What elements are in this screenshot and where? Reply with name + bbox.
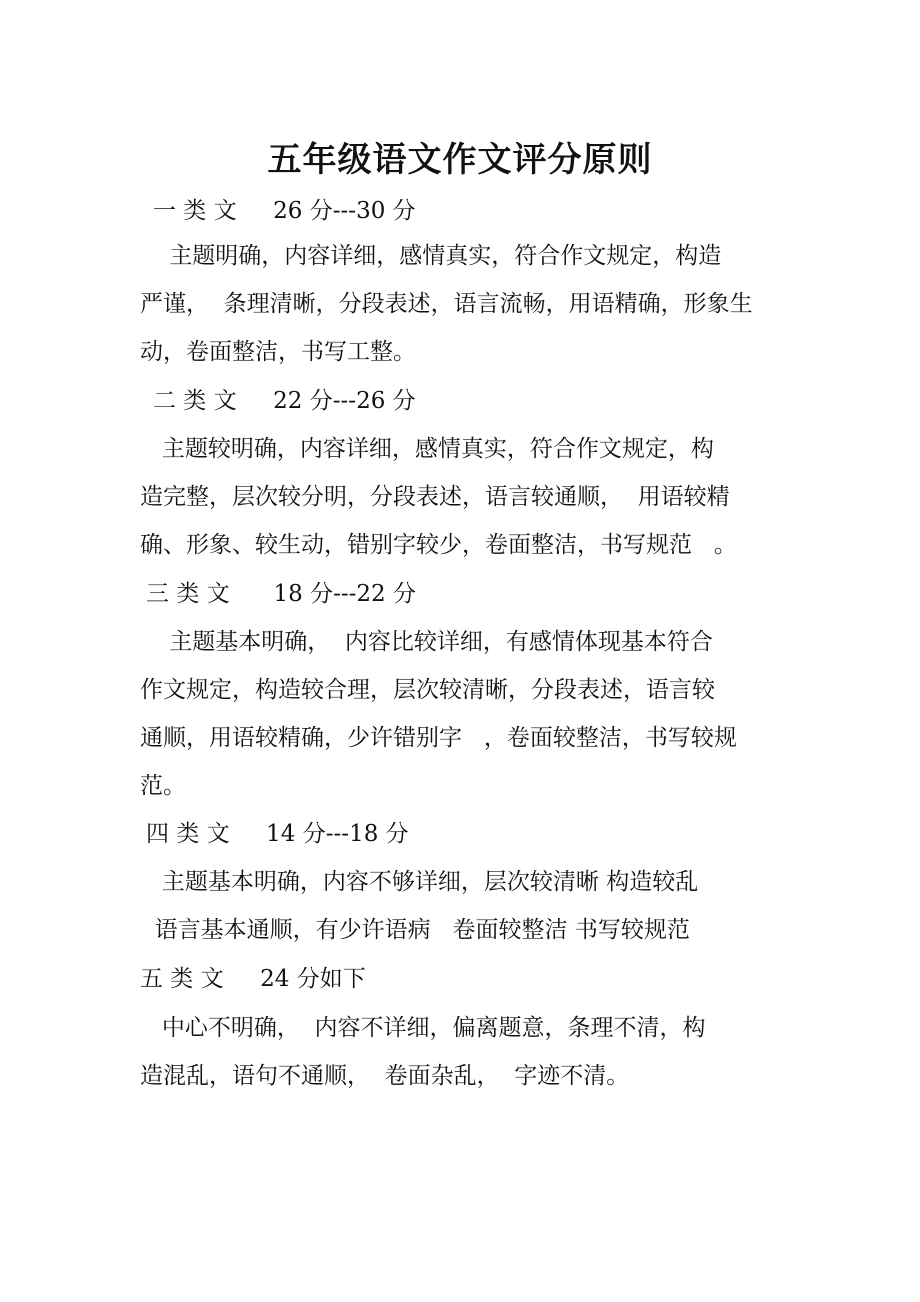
- body-line: 主题较明确，内容详细，感情真实，符合作文规定，构: [140, 436, 714, 462]
- section-heading-2: 二 类 文 22 分---26 分: [153, 388, 416, 414]
- section-body-2: [140, 425, 800, 569]
- body-line: 严谨， 条理清晰，分段表述，语言流畅，用语精确，形象生: [140, 291, 753, 317]
- body-line: 造完整，层次较分明，分段表述，语言较通顺， 用语较精: [140, 484, 730, 510]
- section-body-1: [140, 232, 800, 376]
- body-line: 主题明确，内容详细，感情真实，符合作文规定，构造: [140, 243, 722, 269]
- section-heading-3: 三 类 文 18 分---22 分: [146, 581, 416, 607]
- section-body-3: [140, 618, 800, 810]
- body-line: 范。: [140, 773, 186, 799]
- document-title: 五年级语文作文评分原则: [267, 140, 653, 180]
- body-line: 语言基本通顺，有少许语病 卷面较整洁 书写较规范: [140, 917, 690, 943]
- section-heading-4: 四 类 文 14 分---18 分: [146, 821, 409, 847]
- section-body-4: [140, 858, 800, 954]
- body-line: 通顺，用语较精确，少许错别字 ，卷面较整洁，书写较规: [140, 725, 737, 751]
- body-line: 造混乱，语句不通顺， 卷面杂乱， 字迹不清。: [140, 1063, 630, 1089]
- body-line: 动，卷面整洁，书写工整。: [140, 339, 416, 365]
- body-line: 确、形象、较生动，错别字较少，卷面整洁，书写规范 。: [140, 532, 737, 558]
- body-line: 中心不明确， 内容不详细，偏离题意，条理不清，构: [140, 1015, 706, 1041]
- body-line: 主题基本明确，内容不够详细，层次较清晰 构造较乱: [140, 869, 699, 895]
- section-heading-1: 一 类 文 26 分---30 分: [153, 198, 416, 224]
- section-body-5: [140, 1004, 800, 1100]
- body-line: 作文规定，构造较合理，层次较清晰，分段表述，语言较: [140, 677, 715, 703]
- section-heading-5: 五 类 文 24 分如下: [140, 966, 366, 992]
- body-line: 主题基本明确， 内容比较详细，有感情体现基本符合: [140, 629, 713, 655]
